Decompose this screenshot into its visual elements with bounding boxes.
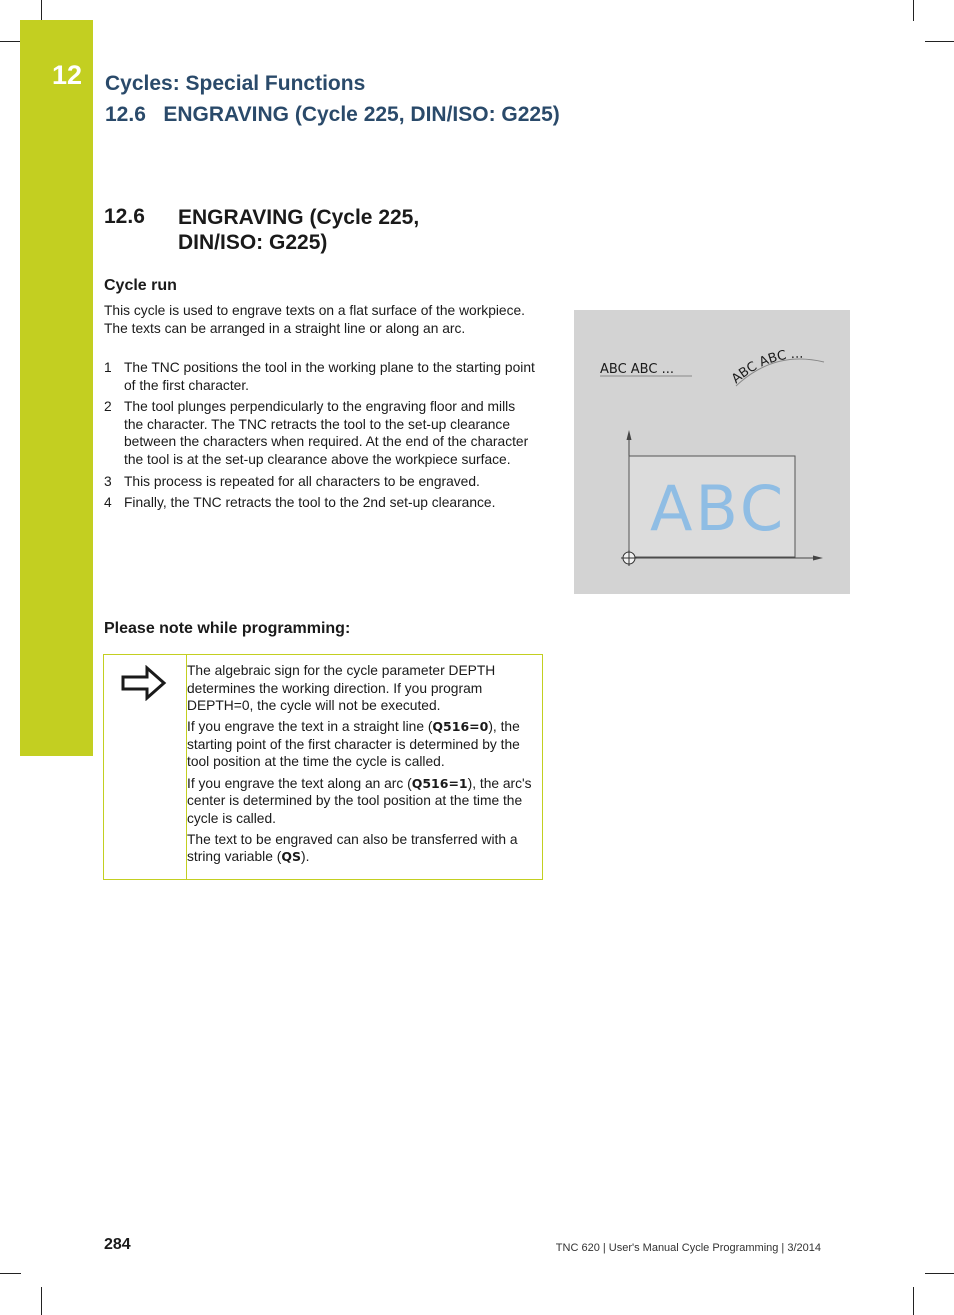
parameter-code: Q516=0	[432, 719, 489, 735]
note-paragraph	[187, 831, 532, 866]
arc-text-sample	[729, 347, 803, 387]
parameter-code: Q516=1	[411, 775, 468, 791]
x-axis-arrow	[813, 556, 823, 561]
step-number: 2	[104, 399, 112, 415]
crop-mark	[0, 1273, 21, 1274]
notes-heading: Please note while programming:	[104, 620, 351, 637]
crop-mark	[925, 41, 954, 42]
step-text: The TNC positions the tool in the working plane to the starting point of the first character.	[124, 360, 535, 393]
engraving-figure	[574, 310, 850, 594]
cycle-run-steps	[104, 359, 536, 516]
step-text: This process is repeated for all characters to be engraved.	[124, 473, 480, 489]
y-axis-arrow	[627, 430, 632, 440]
note-text-span: The text to be engraved can also be transferred with a string variable (	[187, 831, 518, 865]
crop-mark	[0, 41, 21, 42]
step-number: 4	[104, 495, 112, 511]
crop-mark	[925, 1273, 954, 1274]
note-text	[187, 662, 532, 870]
step-text: Finally, the TNC retracts the tool to the 2nd set-up clearance.	[124, 495, 496, 511]
running-header-title: Cycles: Special Functions	[105, 72, 366, 95]
straight-text-sample: ABC ABC ...	[600, 362, 674, 377]
note-text-span: The algebraic sign for the cycle parameter DEPTH determines the working direction. If you program DEPTH=0, the cycle will not be executed.	[187, 663, 496, 714]
section-title: ENGRAVING (Cycle 225, DIN/ISO: G225)	[178, 206, 420, 254]
list-item	[104, 359, 536, 394]
arrow-right-icon	[121, 665, 167, 706]
step-number: 3	[104, 473, 112, 489]
note-box	[103, 654, 543, 880]
list-item	[104, 398, 536, 468]
crop-mark	[41, 1287, 42, 1315]
engraving-diagram	[574, 310, 850, 594]
step-text: The tool plunges perpendicularly to the engraving floor and mills the character. The TNC retracts the tool to the set-up clearance between the characters when required. At the end of the character the tool is at the set-up clearance above the workpiece surface.	[124, 399, 529, 467]
list-item	[104, 494, 536, 512]
page-number: 284	[104, 1236, 131, 1253]
note-text-span: If you engrave the text in a straight line (	[187, 719, 433, 735]
note-text-span: If you engrave the text along an arc (	[187, 775, 412, 791]
note-text-span: ).	[300, 849, 310, 865]
chapter-number: 12	[52, 60, 83, 90]
chapter-tab	[20, 20, 93, 756]
note-text-span: ), the arc's center is determined by the tool position at the time the cycle is called.	[187, 775, 532, 826]
step-number: 1	[104, 360, 112, 375]
note-paragraph	[187, 662, 532, 715]
cycle-run-heading: Cycle run	[104, 277, 177, 294]
note-paragraph	[187, 775, 532, 828]
parameter-code: QS	[281, 849, 301, 865]
crop-mark	[913, 0, 914, 21]
arc-text-path: ABC ABC ...	[728, 346, 804, 387]
note-paragraph	[187, 718, 532, 771]
note-text-span: ), the starting point of the first character is determined by the tool position at the time the cycle is called.	[187, 719, 520, 770]
running-header-subtitle: 12.6 ENGRAVING (Cycle 225, DIN/ISO: G225)	[105, 103, 560, 126]
crop-mark	[913, 1287, 914, 1315]
engraved-text: ABC	[650, 472, 787, 545]
crop-mark	[41, 0, 42, 21]
list-item	[104, 473, 536, 491]
cycle-run-intro: This cycle is used to engrave texts on a flat surface of the workpiece. The texts can be arranged in a straight line or along an arc.	[104, 303, 526, 336]
footer-text: TNC 620 | User's Manual Cycle Programming | 3/2014	[555, 1242, 821, 1254]
section-number: 12.6	[104, 205, 145, 228]
